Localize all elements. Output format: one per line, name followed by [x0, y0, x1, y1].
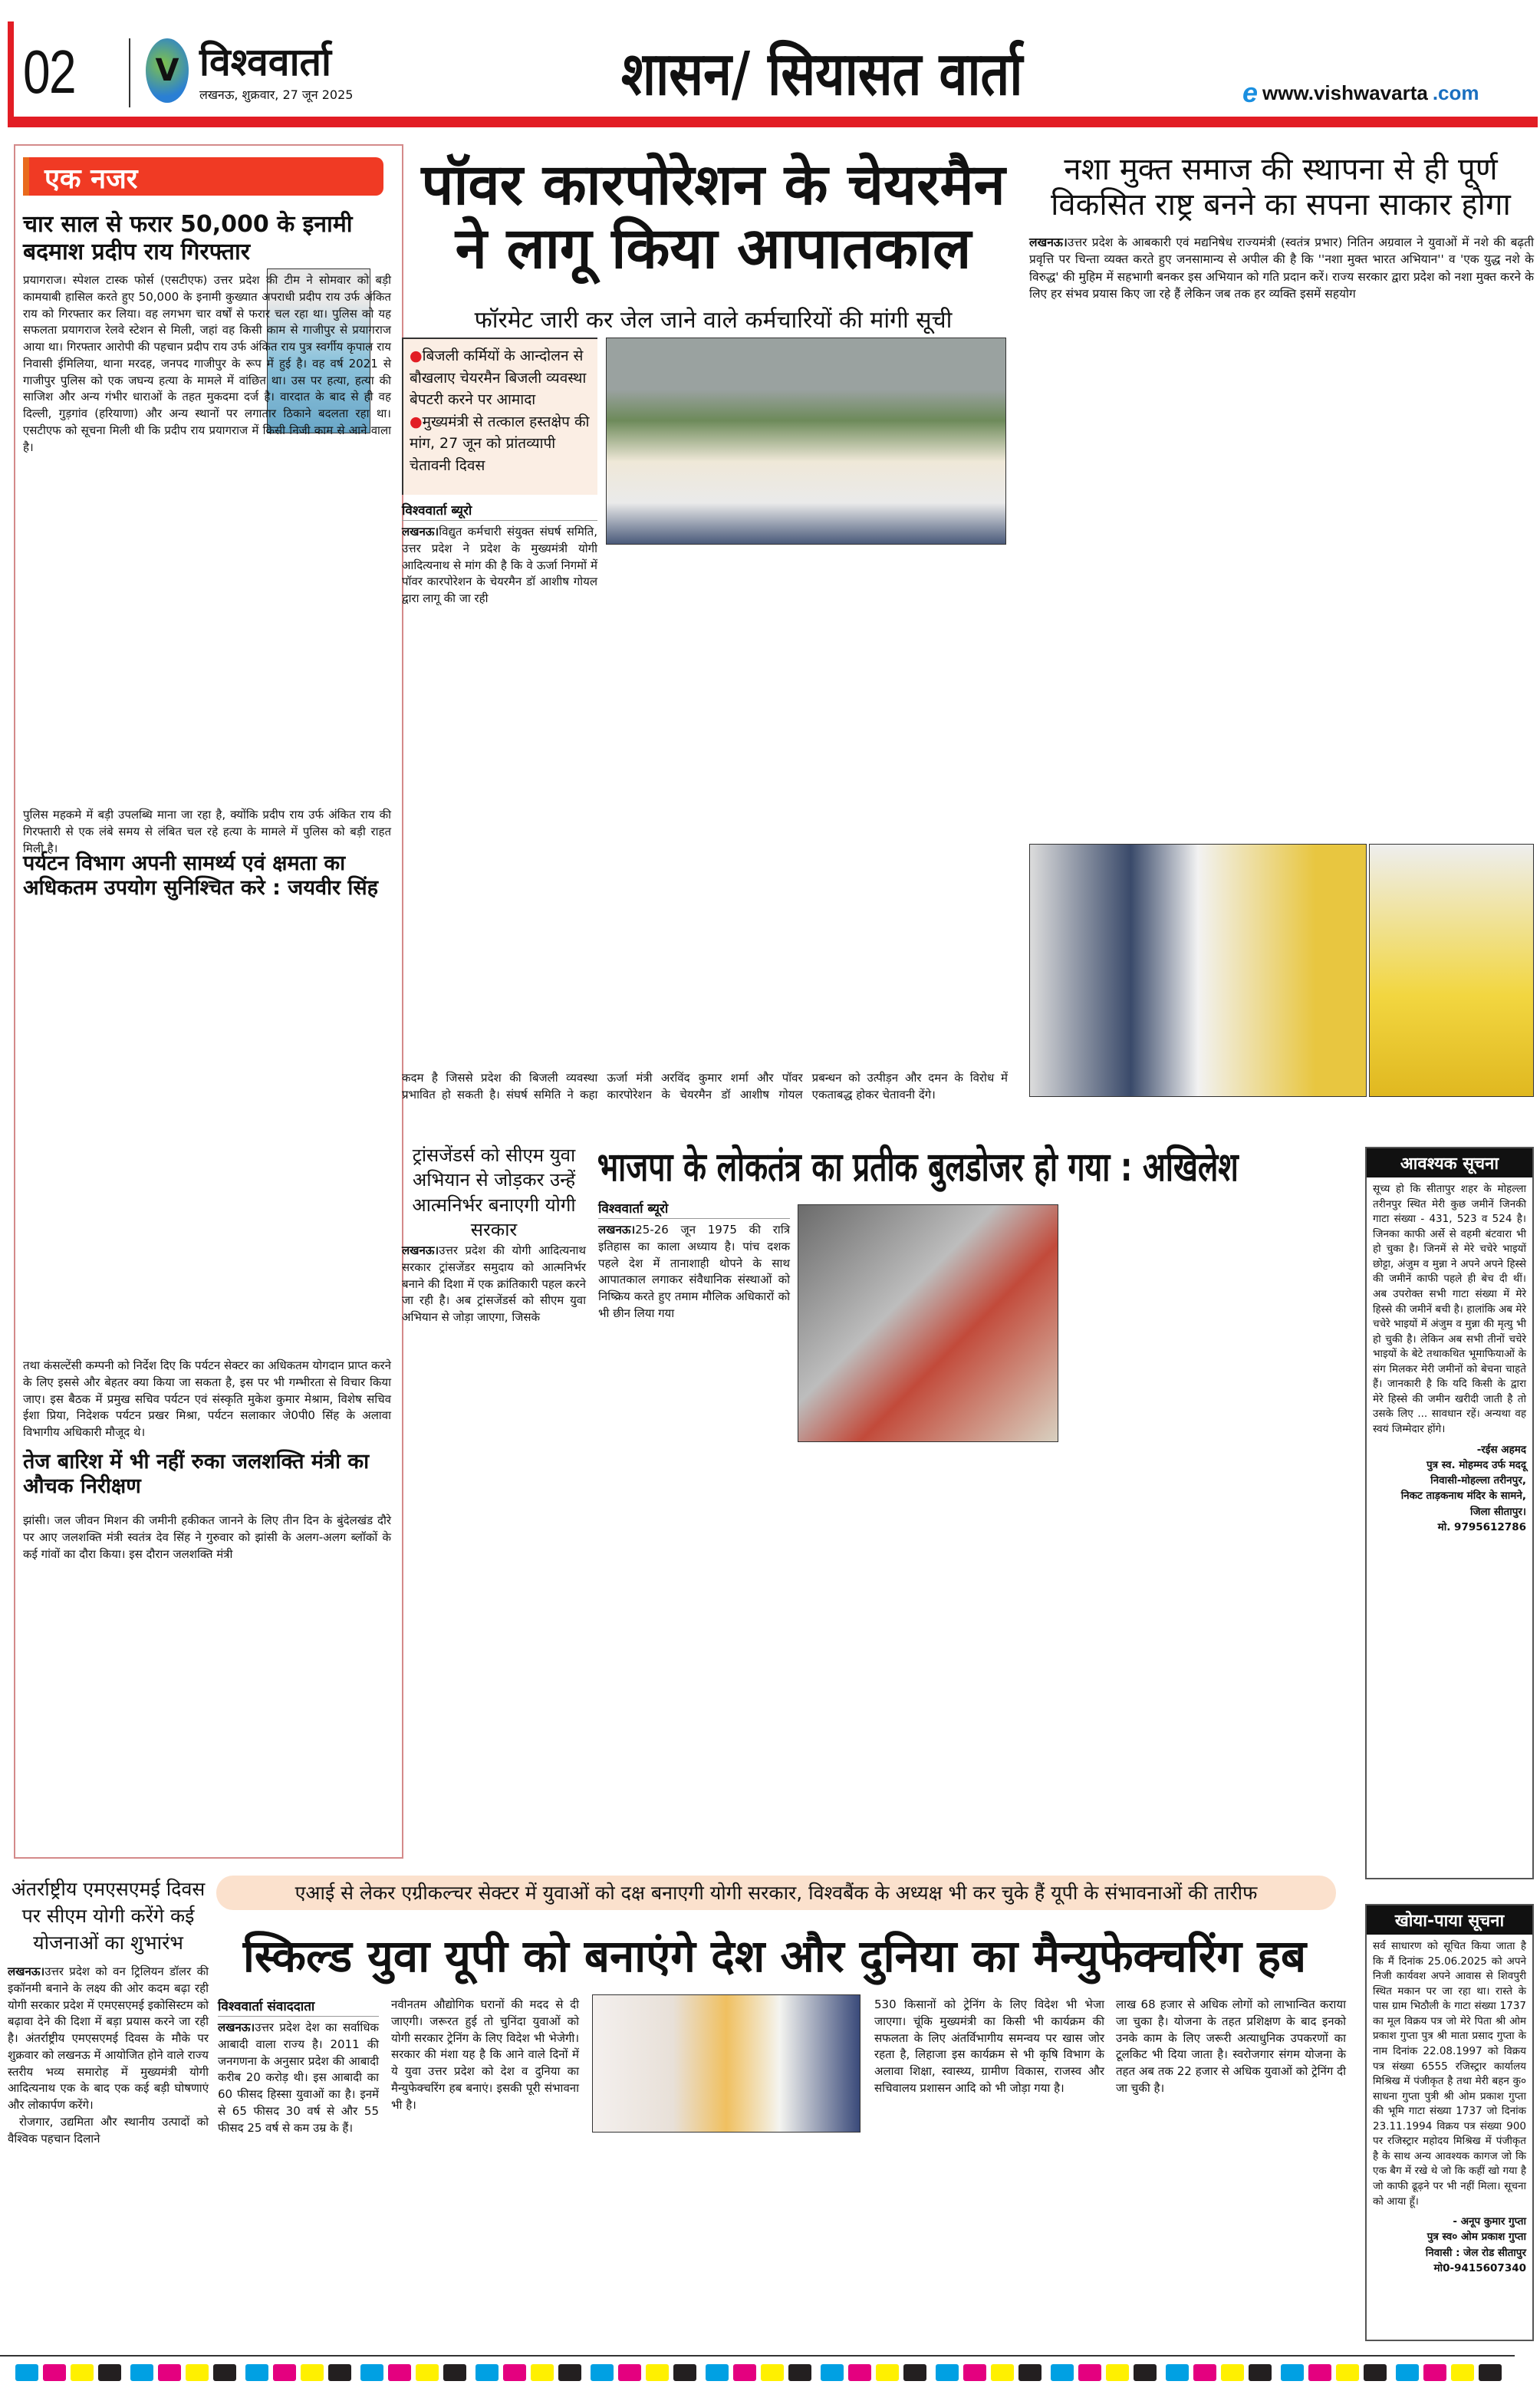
dateline: लखनऊ, शुक्रवार, 27 जून 2025 — [199, 87, 354, 102]
right-body: लखनऊ।उत्तर प्रदेश के आबकारी एवं मद्यनिषेध राज्यमंत्री (स्वतंत्र प्रभार) नितिन अग्रवाल ने युवाओं में नशे की बढ़ती प्रवृत्ति पर चिन्ता व्यक्त करते हुए जनसामान्य से अपील की है कि ''नशा मुक्त भारत अभियान'' व 'एक युद्ध नशे के विरुद्ध' की मुहिम में सहभागी बनकर इस अभियान को गति प्रदान करें। राज्य सरकार द्वारा प्रदेश को नशा मुक्त करने के लिए हर संभव प्रयास किए जा रहे हैं लेकिन जब तक हर व्यक्ति इसमें सहयोग — [1029, 235, 1534, 301]
bullet-icon: ● — [410, 347, 423, 364]
event-photo-2 — [1369, 844, 1534, 1097]
registration-swatch — [788, 2364, 811, 2381]
notice-title: आवश्यक सूचना — [1367, 1148, 1532, 1177]
dateline: लखनऊ। — [402, 525, 439, 538]
registration-swatch — [876, 2364, 899, 2381]
story-headline: चार साल से फरार 50,000 के इनामी बदमाश प्रदीप राय गिरफ्तार — [23, 211, 353, 265]
skilled-body-2: नवीनतम औद्योगिक घरानों की मदद से दी जाएगी। जरूरत हुई तो चुनिंदा युवाओं को योगी सरकार ट्रेनिंग के लिए विदेश भी भेजेगी। सरकार की मंशा यह है कि आने वाले दिनों में ये युवा उत्तर प्रदेश को देश व दुनिया का मैन्युफेक्चरिंग हब बनाएं। इसकी पूरी संभावना भी है। — [391, 1998, 579, 2112]
registration-swatch — [388, 2364, 411, 2381]
registration-swatch — [213, 2364, 236, 2381]
akhilesh-headline: भाजपा के लोकतंत्र का प्रतीक बुलडोजर हो गया : अखिलेश — [597, 1145, 1239, 1191]
registration-swatch — [360, 2364, 383, 2381]
transgender-body: लखनऊ।उत्तर प्रदेश की योगी आदित्यनाथ सरकार ट्रांसजेंडर समुदाय को आत्मनिर्भर बनाने की दिशा में एक क्रांतिकारी पहल करने जा रही है। अब ट्रांसजेंडर्स को सीएम युवा अभियान से जोड़ा जाएगा, जिसके — [402, 1243, 586, 1324]
story-headline: पर्यटन विभाग अपनी सामर्थ्य एवं क्षमता का अधिकतम उपयोग सुनिश्चित करे : जयवीर सिंह — [23, 851, 379, 901]
browser-icon: e — [1242, 77, 1259, 108]
protest-photo — [606, 338, 1006, 545]
registration-swatch — [1221, 2364, 1244, 2381]
lost-found-notice — [1365, 1904, 1534, 2341]
registration-swatch — [1134, 2364, 1157, 2381]
registration-swatch — [1479, 2364, 1502, 2381]
lead-subhead: फॉरमेट जारी कर जेल जाने वाले कर्मचारियों की मांगी सूची — [474, 307, 953, 334]
registration-swatch — [1106, 2364, 1129, 2381]
registration-swatch — [991, 2364, 1014, 2381]
registration-swatch — [673, 2364, 696, 2381]
registration-swatch — [733, 2364, 756, 2381]
newspaper-name: विश्ववार्ता — [199, 40, 331, 84]
highlight-item: ●बिजली कर्मियों के आन्दोलन से बौखलाए चेयरमैन बिजली व्यवस्था बेपटरी करने पर आमादा — [410, 347, 587, 408]
registration-swatch — [416, 2364, 439, 2381]
registration-swatch — [1018, 2364, 1041, 2381]
skilled-body: विश्ववार्ता संवाददाता लखनऊ।उत्तर प्रदेश देश का सर्वाधिक आबादी वाला राज्य है। 2011 की जनगणना के अनुसार प्रदेश की आबादी करीब 20 करोड़ थी। इस आबादी का 60 फीसद हिस्सा युवाओं का है। इनमें से 65 फीसद 30 वर्ष से और 55 फीसद 25 वर्ष से कम उम्र के हैं। — [218, 1997, 379, 2136]
registration-swatch — [1336, 2364, 1359, 2381]
page-number: 02 — [23, 38, 75, 106]
registration-swatch — [98, 2364, 121, 2381]
registration-swatch — [761, 2364, 784, 2381]
registration-swatch — [1451, 2364, 1474, 2381]
notice-box — [1365, 1147, 1534, 1879]
lead-headline: पॉवर कारपोरेशन के चेयरमैन ने लागू किया आपातकाल — [421, 152, 1005, 282]
registration-swatch — [1423, 2364, 1446, 2381]
registration-swatch — [531, 2364, 554, 2381]
story-headline: तेज बारिश में भी नहीं रुका जलशक्ति मंत्री का औचक निरीक्षण — [23, 1450, 370, 1499]
registration-swatch — [245, 2364, 268, 2381]
byline: विश्ववार्ता ब्यूरो — [402, 501, 597, 521]
lead-highlights — [402, 338, 597, 495]
registration-swatch — [328, 2364, 351, 2381]
notice-body: सूच्य हो कि सीतापुर शहर के मोहल्ला तरीनपुर स्थित मेरी कुछ जमीनें जिनकी गाटा संख्या - 431, 523 व 524 है। जिनका काफी अर्से से वहमी बंटवारा भी हो चुका है। जिनमें से मेरे चचेरे भाइयों छोट्टा, अंजुम व मुन्ना ने अपने अपने हिस्से की जमीनें काफी पहले ही बेच दी थीं। अब उपरोक्त सभी गाटा संख्या में मेरे हिस्से की जमीनें बची है। हालांकि अब मेरे चचेरे भाइयों में अंजुम व मुन्ना की मृत्यु भी हो चुकी है। लेकिन अब सभी तीनों चचेरे भाइयों के बेटे तथाकथित भूमाफियाओं के संग मिलकर मेरी जमीनों को बेचना चाहते हैं। जानकारी है कि यदि किसी के द्वारा मेरे हिस्से की जमीन खरीदी जाती है तो उसके लिए ... सावधान रहें। अन्यथा वह स्वयं जिम्मेदार होंगे। — [1373, 1183, 1526, 1435]
registration-swatch — [558, 2364, 581, 2381]
registration-swatch — [1396, 2364, 1419, 2381]
registration-swatch — [1166, 2364, 1189, 2381]
logo-letter: V — [155, 53, 179, 88]
body-text: विद्युत कर्मचारी संयुक्त संघर्ष समिति, उत्तर प्रदेश ने प्रदेश के मुख्यमंत्री योगी आदित्यनाथ से मांग की है कि वे ऊर्जा निगमों में पॉवर कारपोरेशन के चेयरमैन डॉ आशीष गोयल द्वारा लागू की जा रही — [402, 525, 597, 605]
website-link[interactable] — [1242, 77, 1479, 109]
story-body: प्रयागराज। स्पेशल टास्क फोर्स (एसटीएफ) उत्तर प्रदेश की टीम ने सोमवार को बड़ी कामयाबी हासिल करते हुए 50,000 के इनामी कुख्यात अपराधी प्रदीप राय उर्फ अंकित राय को गिरफ्तार कर लिया। वह लगभग चार वर्षों से फरार चल रहा था। पुलिस को यह सफलता प्रयागराज रेलवे स्टेशन से मिली, जहां वह किसी काम से गाजीपुर से प्रयागराज आया था। गिरफ्तार आरोपी की पहचान प्रदीप राय उर्फ अंकित राय पुत्र स्वर्गीय कृपाल राय निवासी ईमिलिया, थाना मरदह, जनपद गाजीपुर के रूप में हुई है। वह वर्ष 2021 से गाजीपुर पुलिस को एक जघन्य हत्या के मामले में वांछित था। उस पर हत्या, हत्या की साजिश और अन्य गंभीर धाराओं के तहत मुकदमा दर्ज है। वारदात के बाद से ही वह दिल्ली, गुड़गांव (हरियाणा) और अन्य स्थानों पर लगातार ठिकाने बदलता रहा था। एसटीएफ को सूचना मिली थी कि प्रदीप राय प्रयागराज में किसी निजी काम से आने वाला है। — [23, 273, 391, 454]
registration-swatch — [1051, 2364, 1074, 2381]
registration-swatch — [591, 2364, 614, 2381]
registration-swatch — [936, 2364, 959, 2381]
story-body: झांसी। जल जीवन मिशन की जमीनी हकीकत जानने के लिए तीन दिन के बुंदेलखंड दौरे पर आए जलशक्ति मंत्री स्वतंत्र देव सिंह ने गुरुवार को झांसी के अलग-अलग ब्लॉकों के कई गांवों का दौरा किया। इस दौरान जलशक्ति मंत्री — [23, 1513, 391, 1561]
transgender-headline: ट्रांसजेंडर्स को सीएम युवा अभियान से जोड़कर उन्हें आत्मनिर्भर बनाएगी योगी सरकार — [412, 1145, 576, 1241]
notice-body: सर्व साधारण को सूचित किया जाता है कि मैं दिनांक 25.06.2025 को अपने निजी कार्यवश अपने आवास से शिवपुरी स्थित मकान पर जा रहा था। रास्ते के पास ग्राम भिठौली के गाटा संख्या 1737 का मूल विक्रय पत्र जो मेरे पिता श्री ओम प्रकाश गुप्ता पुत्र श्री माता प्रसाद गुप्ता के नाम दिनांक 22.08.1997 को विक्रय पत्र संख्या 6555 रजिस्ट्रार कार्यालय मिश्रिख में पंजीकृत है तथा मेरी बहन कु० साधना गुप्ता पुत्री श्री ओम प्रकाश गुप्ता की भूमि गाटा संख्या 1737 जो दिनांक 23.11.1994 विक्रय पत्र संख्या 900 पर रजिस्ट्रार महोदय मिश्रिख में पंजीकृत है के साथ अन्य आवश्यक कागज जो कि एक बैग में रखे थे जो कि कहीं खो गया है जो काफी ढूढ़ने पर भी नहीं मिला। सूचना को आया हूँ। — [1373, 1940, 1526, 2208]
notice-signature: -रईस अहमद पुत्र स्व. मोहम्मद उर्फ मददू निवासी-मोहल्ला तरीनपुर, निकट ताड़कनाथ मंदिर के सामने, जिला सीतापुर। मो. 9795612786 — [1400, 1443, 1526, 1533]
msme-headline: अंतर्राष्ट्रीय एमएसएमई दिवस पर सीएम योगी करेंगे कई योजनाओं का शुभारंभ — [11, 1878, 206, 1954]
registration-swatch — [821, 2364, 844, 2381]
notice-signature: - अनूप कुमार गुप्ता पुत्र स्व० ओम प्रकाश गुप्ता निवासी : जेल रोड सीतापुर मो0-9415607340 — [1425, 2215, 1526, 2274]
registration-swatch — [301, 2364, 324, 2381]
registration-swatch — [848, 2364, 871, 2381]
byline: विश्ववार्ता संवाददाता — [218, 1997, 379, 2017]
footer-rule — [0, 2355, 1515, 2357]
divider — [129, 38, 130, 107]
registration-swatch — [71, 2364, 94, 2381]
registration-swatch — [618, 2364, 641, 2381]
registration-swatch — [43, 2364, 66, 2381]
bullet-icon: ● — [410, 413, 423, 430]
lead-closing: कदम है जिससे प्रदेश की बिजली व्यवस्था प्रभावित हो सकती है। संघर्ष समिति ने कहा ऊर्जा मंत्री अरविंद कुमार शर्मा और पॉवर कारपोरेशन के चेयरमैन डॉ आशीष गोयल प्रबन्धन को उत्पीड़न और दमन के विरोध में एकताबद्ध होकर चेतावनी देंगे। — [402, 1071, 1008, 1102]
registration-swatch — [646, 2364, 669, 2381]
registration-swatch — [963, 2364, 986, 2381]
registration-swatch — [158, 2364, 181, 2381]
msme-body: लखनऊ।उत्तर प्रदेश को वन ट्रिलियन डॉलर की इकॉनमी बनाने के लक्ष्य की ओर कदम बढ़ा रही योगी सरकार प्रदेश में एमएसएमई इकोसिस्टम को बढ़ावा देने की दिशा में बड़ा प्रयास करने जा रही है। अंतर्राष्ट्रीय एमएसएमई दिवस के मौके पर शुक्रवार को लखनऊ में आयोजित होने वाले राज्य स्तरीय भव्य समारोह में मुख्यमंत्री योगी आदित्यनाथ एक के बाद एक कई बड़ी घोषणाएं और लोकार्पण करेंगे। रोजगार, उद्यमिता और स्थानीय उत्पादों को वैश्विक पहचान दिलाने — [8, 1965, 209, 2146]
registration-swatch — [1308, 2364, 1331, 2381]
notice-title: खोया-पाया सूचना — [1367, 1905, 1532, 1935]
byline: विश्ववार्ता ब्यूरो — [598, 1199, 790, 1219]
registration-swatch — [1193, 2364, 1216, 2381]
registration-swatch — [706, 2364, 729, 2381]
registration-swatch — [130, 2364, 153, 2381]
website-domain: www.vishwavarta — [1262, 81, 1428, 104]
sidebar-label: एक नजर — [23, 157, 383, 196]
section-title: शासन/ सियासत वार्ता — [621, 40, 1023, 109]
event-photo — [1029, 844, 1367, 1097]
akhilesh-body: विश्ववार्ता ब्यूरो लखनऊ।25-26 जून 1975 की रात्रि इतिहास का काला अध्याय है। पांच दशक पहले देश में तानाशाही थोपने के साथ आपातकाल लगाकर संवैधानिक संस्थाओं को निष्क्रिय करते हुए तमाम मौलिक अधिकारों को भी छीन लिया गया — [598, 1199, 790, 1322]
skilled-body-4: लाख 68 हजार से अधिक लोगों को लाभान्वित कराया जा चुका है। योजना के तहत प्रशिक्षण के बाद इनको उनके काम के लिए जरूरी अत्याधुनिक उपकरणों का टूलकिट भी दिया जाता है। स्वरोजगार संगम योजना के तहत अब तक 22 हजार से अधिक युवाओं को ट्रेनिंग दी जा चुकी है। — [1116, 1998, 1346, 2095]
registration-swatch — [15, 2364, 38, 2381]
registration-swatch — [503, 2364, 526, 2381]
registration-swatch — [1281, 2364, 1304, 2381]
registration-swatch — [443, 2364, 466, 2381]
registration-swatch — [186, 2364, 209, 2381]
newspaper-logo — [146, 38, 189, 103]
akhilesh-photo — [798, 1204, 1058, 1442]
skilled-headline: स्किल्ड युवा यूपी को बनाएंगे देश और दुनिया का मैन्युफेक्चरिंग हब — [242, 1930, 1307, 1982]
lead-body — [402, 501, 597, 608]
event-photo — [592, 1994, 860, 2133]
kicker-band: एआई से लेकर एग्रीकल्चर सेक्टर में युवाओं को दक्ष बनाएगी योगी सरकार, विश्वबैंक के अध्यक्ष भी कर चुके हैं यूपी के संभावनाओं की तारीफ — [216, 1876, 1336, 1910]
story-closing: पुलिस महकमे में बड़ी उपलब्धि माना जा रहा है, क्योंकि प्रदीप राय उर्फ अंकित राय की गिरफ्तारी से एक लंबे समय से लंबित चल रहे हत्या के मामले में पुलिस को बड़ी राहत मिली है। — [23, 808, 391, 855]
registration-swatch — [273, 2364, 296, 2381]
registration-swatch — [1364, 2364, 1387, 2381]
right-headline: नशा मुक्त समाज की स्थापना से ही पूर्ण विकसित राष्ट्र बनने का सपना साकार होगा — [1051, 152, 1511, 222]
registration-swatch — [1078, 2364, 1101, 2381]
website-tld: .com — [1432, 81, 1479, 104]
story-body: तथा कंसल्टेंसी कम्पनी को निर्देश दिए कि पर्यटन सेक्टर का अधिकतम योगदान प्राप्त करने के लिए इससे और बेहतर क्या किया जा सकता है, इस पर भी गम्भीरता से विचार किया जाए। इस बैठक में प्रमुख सचिव पर्यटन एवं संस्कृति मुकेश कुमार मेश्राम, विशेष सचिव ईशा प्रिया, निदेशक पर्यटन प्रखर मिश्रा, पर्यटन सलाकार जे0पी0 सिंह के अलावा विभागीय अधिकारी मौजूद थे। — [23, 1359, 391, 1439]
registration-swatch — [903, 2364, 926, 2381]
skilled-body-3: 530 किसानों को ट्रेनिंग के लिए विदेश भी भेजा जाएगा। चूंकि मुख्यमंत्री का किसी भी कार्यक्रम की सफलता के लिए अंतर्विभागीय समन्वय पर खास जोर रहता है, लिहाजा इस कार्यक्रम से भी कृषि विभाग के अलावा शिक्षा, स्वास्थ्य, ग्रामीण विकास, राजस्व और सचिवालय प्रशासन आदि को भी जोड़ा गया है। — [874, 1998, 1104, 2095]
registration-swatch — [475, 2364, 499, 2381]
registration-swatch — [1249, 2364, 1272, 2381]
highlight-item: ●मुख्यमंत्री से तत्काल हस्तक्षेप की मांग, 27 जून को प्रांतव्यापी चेतावनी दिवस — [410, 413, 590, 474]
